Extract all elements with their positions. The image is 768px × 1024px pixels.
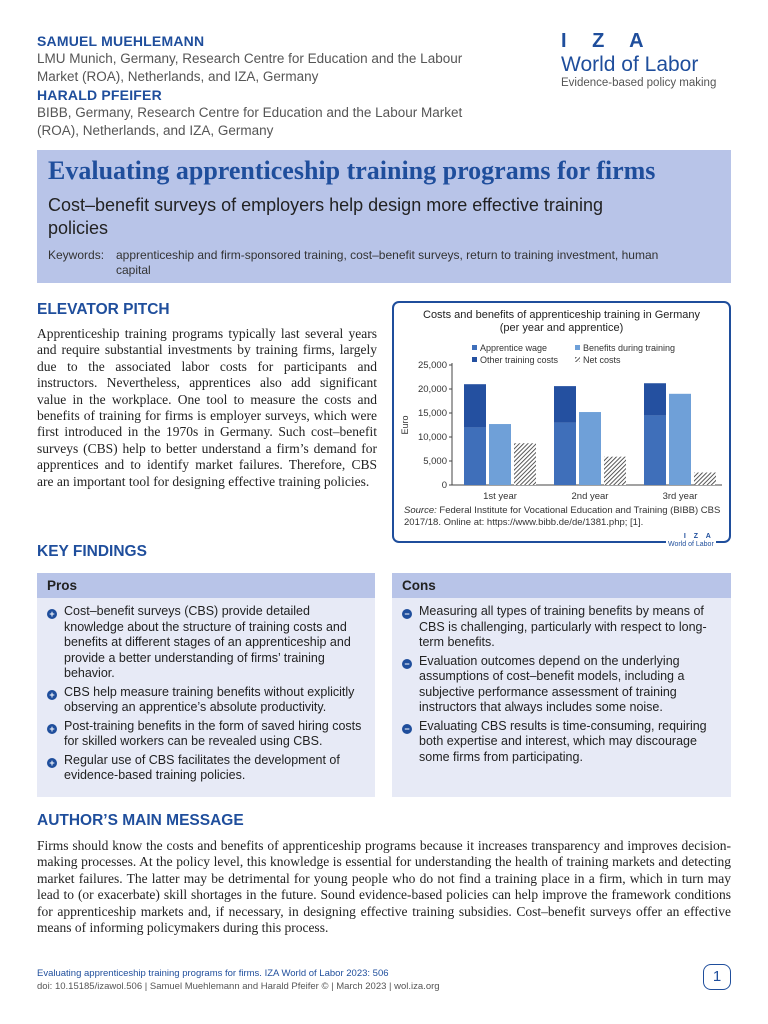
pro-text: CBS help measure training benefits without explicitly observing an apprentice’s absolute productivity. [64, 684, 355, 714]
y-tick-label: 20,000 [417, 384, 447, 395]
bar-benefits [489, 424, 511, 485]
pro-bullet-icon: + [47, 609, 57, 619]
pro-text: Post-training benefits in the form of saved hiring costs for skilled workers can be revealed using CBS. [64, 718, 362, 748]
bar-benefits [669, 394, 691, 485]
pros-list [37, 598, 375, 793]
legend-label: Other training costs [480, 355, 559, 365]
legend-swatch [575, 345, 580, 350]
legend-label: Net costs [583, 355, 621, 365]
list-item [402, 604, 721, 651]
footer-citation: Evaluating apprenticeship training programs for firms. IZA World of Labor 2023: 506 [37, 968, 389, 979]
keywords-text: apprenticeship and firm-sponsored training, cost–benefit surveys, return to training investment, human capital [116, 248, 659, 277]
con-bullet-icon: − [402, 724, 412, 734]
author-name: HARALD PFEIFER [37, 87, 162, 103]
bar-apprentice-wage [554, 423, 576, 485]
chart-logo-wol: World of Labor [668, 541, 714, 548]
page-subtitle: Cost–benefit surveys of employers help design more effective training policies [48, 195, 603, 238]
logo-iza-text: I Z A [561, 30, 654, 52]
keywords-label: Keywords: [48, 248, 105, 262]
x-tick-label: 1st year [483, 491, 517, 502]
con-bullet-icon: − [402, 659, 412, 669]
pro-text: Regular use of CBS facilitates the development of evidence-based training policies. [64, 752, 340, 782]
list-item [47, 719, 365, 750]
y-tick-label: 15,000 [417, 408, 447, 419]
legend-label: Benefits during training [583, 343, 676, 353]
x-tick-label: 3rd year [662, 491, 698, 502]
pros-heading: Pros [37, 573, 375, 598]
cons-panel [392, 573, 731, 797]
pro-text: Cost–benefit surveys (CBS) provide detailed knowledge about the structure of training costs and benefits at different stages of an apprenticeship and provide a better understanding of firms’ training behavior. [64, 604, 351, 680]
elevator-pitch-text: Apprenticeship training programs typically last several years and require substantial investments by training firms, largely due to the associated labor costs for participants and instructors. Nevertheless, apprentices also add significant value in the workplace. One tool to measure the costs and benefits of training for firms is employer surveys, which were first introduced in the 1970s in Germany. Such cost–benefit surveys (CBS) help to better understand a firm’s demand for apprentices and to identify market failures. Therefore, CBS are an important tool for designing effective training policies. [37, 326, 377, 489]
list-item [47, 604, 365, 682]
y-tick-label: 0 [441, 480, 447, 491]
con-text: Measuring all types of training benefits by means of CBS is challenging, particularly with respect to long-term benefits. [419, 604, 707, 649]
bar-apprentice-wage [464, 427, 486, 485]
page-number: 1 [703, 964, 731, 990]
chart-title: Costs and benefits of apprenticeship training in Germany [423, 309, 700, 321]
list-item [402, 654, 721, 716]
legend-swatch [472, 357, 477, 362]
con-text: Evaluation outcomes depend on the underlying assumptions of cost–benefit models, including a subjective performance assessment of training instructors that always includes some noise. [419, 653, 685, 714]
section-heading-findings: KEY FINDINGS [37, 543, 147, 560]
footer-doi: doi: 10.15185/izawol.506 | Samuel Muehlemann and Harald Pfeifer © | March 2023 | wol.iza.org [37, 981, 440, 992]
chart-source: Federal Institute for Vocational Education and Training (BIBB) CBS 2017/18. Online at: https://www.bibb.de/de/1381.php; [1]. [404, 505, 721, 528]
legend-swatch [575, 357, 580, 362]
chart-box [392, 301, 731, 543]
keywords [48, 248, 688, 278]
bar-apprentice-wage [644, 415, 666, 485]
page-title: Evaluating apprenticeship training programs for firms [48, 156, 656, 185]
pros-panel [37, 573, 375, 797]
con-text: Evaluating CBS results is time-consuming, requiring both expertise and interest, which may discourage some firms from participating. [419, 718, 707, 764]
main-message-text: Firms should know the costs and benefits of apprenticeship programs because it increases transparency and improves decision-making processes. At the policy level, this knowledge is essential for understanding the health of training markets and detecting market failures. The latter may be detrimental for young people who do not find a training place in a firm, which in turn may lead to (or exacerbate) skill shortages in the future. Sound evidence-based policies can help improve the framework conditions for apprenticeship markets and, if necessary, in designing effective training subsidies. Cost–benefit surveys offer an effective means of informing policymakers during this process. [37, 838, 731, 936]
bar-benefits [579, 412, 601, 485]
author-affiliation: BIBB, Germany, Research Centre for Education and the Labour Market (ROA), Netherlands, and IZA, Germany [37, 105, 463, 138]
y-tick-label: 25,000 [417, 360, 447, 371]
iza-logo [561, 30, 716, 89]
con-bullet-icon: − [402, 609, 412, 619]
logo-tagline: Evidence-based policy making [561, 77, 717, 89]
section-heading-message: AUTHOR’S MAIN MESSAGE [37, 812, 244, 829]
bar-other-training-costs [554, 386, 576, 422]
bar-net-costs [514, 443, 536, 485]
cons-heading: Cons [392, 573, 731, 598]
bar-other-training-costs [644, 383, 666, 415]
list-item [47, 753, 365, 784]
cons-list [392, 598, 731, 774]
chart-logo [666, 533, 716, 549]
legend-swatch [472, 345, 477, 350]
y-axis-label: Euro [400, 415, 410, 435]
chart-subtitle: (per year and apprentice) [499, 322, 624, 334]
pro-bullet-icon: + [47, 724, 57, 734]
author-affiliation: LMU Munich, Germany, Research Centre for Education and the Labour Market (ROA), Netherlands, and IZA, Germany [37, 51, 463, 84]
pro-bullet-icon: + [47, 758, 57, 768]
x-tick-label: 2nd year [571, 491, 609, 502]
author-name: SAMUEL MUEHLEMANN [37, 33, 205, 49]
legend-label: Apprentice wage [480, 343, 548, 353]
bar-net-costs [694, 473, 716, 485]
section-heading-elevator: ELEVATOR PITCH [37, 301, 170, 318]
list-item [47, 685, 365, 716]
y-tick-label: 10,000 [417, 432, 447, 443]
pro-bullet-icon: + [47, 690, 57, 700]
logo-wol-text: World of Labor [561, 53, 699, 76]
list-item [402, 719, 721, 766]
chart-logo-iza: I Z A [683, 533, 714, 540]
y-tick-label: 5,000 [423, 456, 447, 467]
bar-other-training-costs [464, 384, 486, 427]
bar-net-costs [604, 457, 626, 485]
chart-source-label: Source: [404, 505, 437, 516]
